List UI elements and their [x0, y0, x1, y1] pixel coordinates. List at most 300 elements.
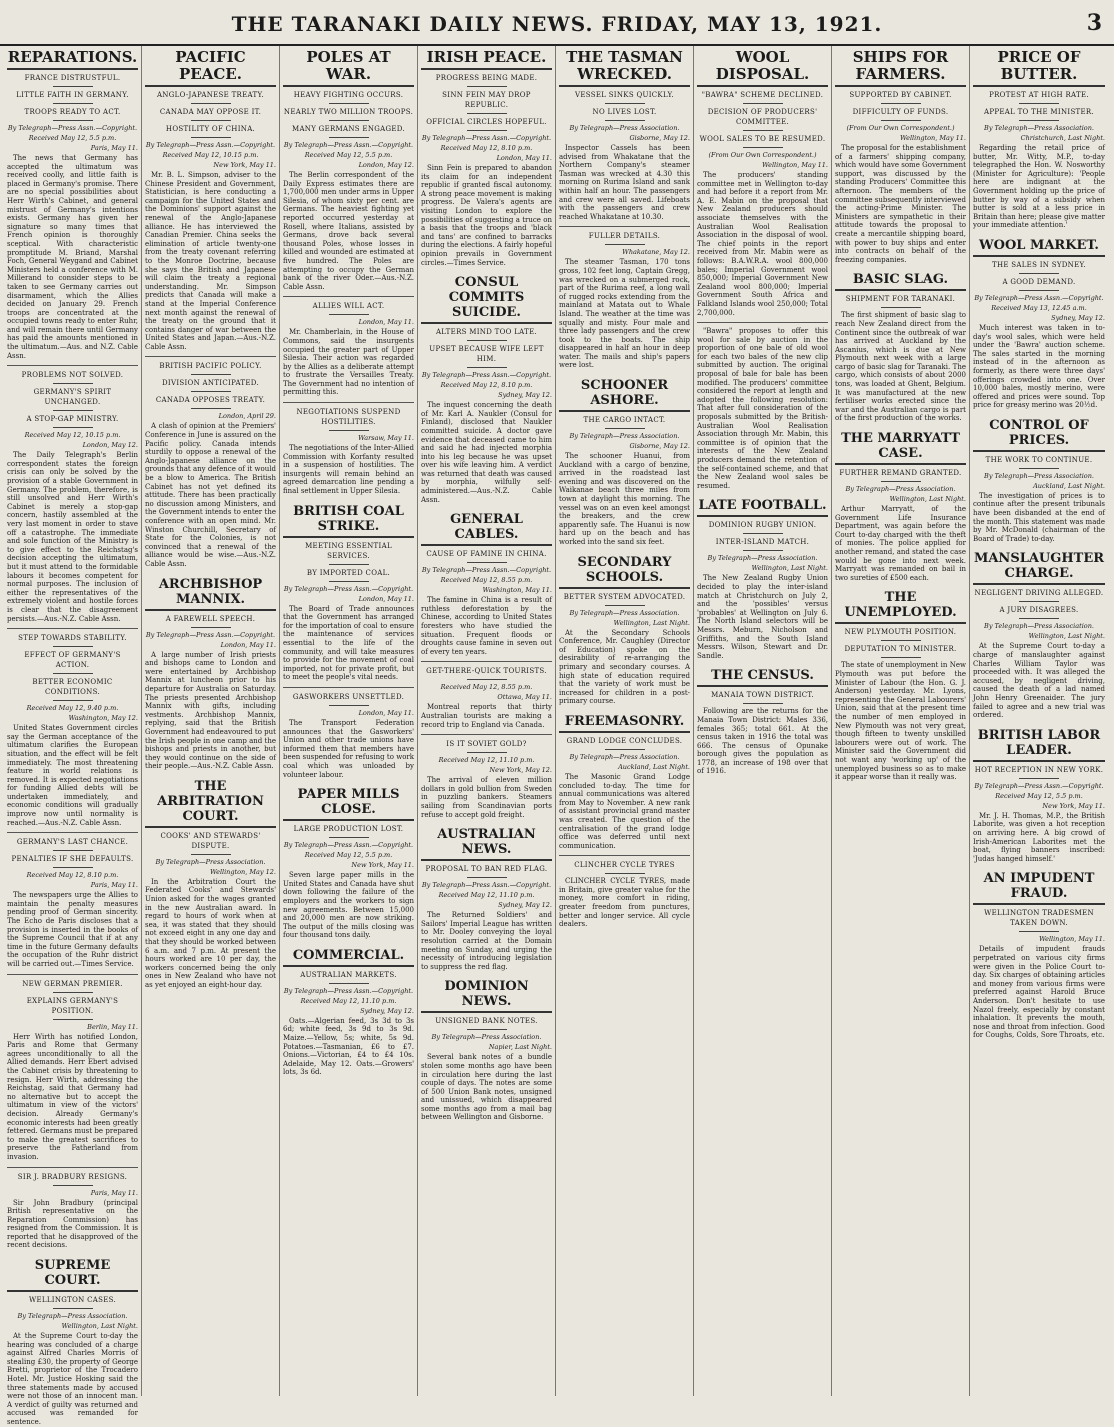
article-subheading: CANADA OPPOSES TREATY. — [155, 396, 266, 405]
article-body — [145, 171, 276, 351]
sub-rule — [53, 1308, 93, 1309]
article-subheading: NEGOTIATIONS SUSPEND HOSTILITIES. — [296, 408, 401, 427]
article-subheading: LARGE PRODUCTION LOST. — [293, 825, 404, 834]
article-headline: SCHOONER ASHORE. — [559, 375, 690, 412]
article-credit: By Telegraph—Press Assn.—Copyright. — [283, 584, 414, 593]
article-subheading: TROOPS READY TO ACT. — [24, 108, 121, 116]
sub-rule — [191, 627, 231, 628]
sub-rule — [881, 481, 921, 482]
article-received: Received May 12, 8.10 p.m. — [26, 871, 119, 880]
article-received: Received May 12, 8.10 p.m. — [440, 381, 533, 390]
sub-rule — [743, 550, 783, 551]
article-text: The proposal for the establishment of a farmers' shipping company, which would have some Government support, was discussed by the standing Producers' Committee this afternoon. The members of the committee subsequently interviewed the acting-Prime Minister. The Ministers are sympathetic in their attitude towards the proposal to create a mercantile shipping board, with power to buy ships and enter into contracts on behalf of the freezing companies. — [835, 144, 966, 264]
article-body — [835, 661, 966, 781]
article-dateline: Auckland, Last Night. — [618, 762, 690, 771]
article — [835, 587, 966, 781]
article-dateline: New York, May 11. — [213, 161, 276, 169]
article — [7, 974, 138, 1162]
article-body — [7, 891, 138, 968]
article-headline: BASIC SLAG. — [835, 269, 966, 291]
article-subheading: A STOP-GAP MINISTRY. — [26, 415, 119, 424]
article-body — [973, 144, 1105, 230]
article-headline: POLES AT WAR. — [283, 46, 414, 87]
article-credit: (From Our Own Correspondent.) — [846, 124, 955, 132]
article-credit: By Telegraph—Press Association. — [17, 1312, 128, 1321]
article-dateline: Sydney, May 12. — [498, 391, 552, 400]
article-body — [421, 164, 552, 267]
article-text: The steamer Tasman, 170 tons gross, 102 feet long, Captain Gregg, was wrecked on a submerged rock, part of the Rurima reef, a long wall of rugged rocks extending from the mainland at Matata out to Whale Island. The weather at the time was squally and misty. Four male and three lady passengers and the crew took to the boats. The ship disappeared in half an hour in deep water. The mails and ship's papers were lost. — [559, 258, 690, 370]
article-body — [421, 911, 552, 971]
article-dateline: London, May 11. — [220, 640, 276, 649]
article-dateline: Wellington, May 11. — [761, 161, 828, 169]
article-subheading: BRITISH PACIFIC POLICY. — [159, 362, 262, 371]
sub-rule — [881, 640, 921, 641]
article-subheading: A FAREWELL SPEECH. — [165, 614, 256, 623]
article-text: "Bawra" proposes to offer this wool for sale by auction in the proportion of one bale of old wool for each two bales of the new clip submitted by auction. The original proposal of bale for bale has been modified. The producers' committee considered the report at length and adopted the following resolution: That after full consideration of the proposals submitted by the British-Australian Wool Realisation Association through Mr. Mabin, this committee is of opinion that the interests of the New Zealand producers demand the retention of the self-contained scheme, and that the New Zealand wool sales be resumed. — [697, 327, 828, 490]
article-subheading: COOKS' AND STEWARDS' DISPUTE. — [160, 831, 261, 850]
article — [283, 46, 414, 291]
article-body — [283, 171, 414, 291]
article — [973, 548, 1105, 719]
article-credit: By Telegraph—Press Assn.—Copyright. — [974, 781, 1104, 790]
article — [7, 365, 138, 623]
article-subheading: NEGLIGENT DRIVING ALLEGED. — [974, 589, 1104, 598]
article-body — [283, 871, 414, 940]
article-dateline: Wellington, May 12. — [209, 867, 276, 876]
article — [973, 725, 1105, 864]
article-dateline: Paris, May 11. — [90, 881, 138, 890]
sub-rule — [191, 854, 231, 855]
article-text: Several bank notes of a bundle stolen some months ago have been in circulation here during the last couple of days. The notes are some of 500 Union Bank notes, unsigned and unissued, which disappeared some months ago from a mail bag between Wellington and Gisborne. — [421, 1053, 552, 1122]
article-headline: THE TASMAN WRECKED. — [559, 46, 690, 87]
article-dateline: Sydney, May 12. — [498, 901, 552, 910]
article-received: Received May 12, 5.5 p.m. — [304, 151, 393, 159]
article-headline: FREEMASONRY. — [559, 711, 690, 733]
article-text: The Daily Telegraph's Berlin correspondent states the foreign crisis can only be solved by the provision of a stable Government in Germany. The problem, therefore, is still unsolved and Herr Wirth's Cabinet is merely a stop-gap concern, hastily assembled at the very last moment in order to stave off a catastrophe. The immediate and sole function of the Ministry is to give effect to the Reichstag's decision accepting the ultimatum, but it must attend to the formidable labours it becomes competent for normal purposes. The inclusion of either the representatives of the extremely violent and hostile forces is clear that the disagreement persists.—Aus.-N.Z. Cable Assn. — [7, 451, 138, 623]
article-credit: By Telegraph—Press Assn.—Copyright. — [421, 134, 552, 142]
article-credit: By Telegraph—Press Association. — [569, 432, 680, 441]
article-separator — [283, 687, 414, 688]
article-received: Received May 12, 5.5 p.m. — [304, 851, 393, 860]
sub-rule — [605, 749, 645, 750]
article-subheading: PROTEST AT HIGH RATE. — [989, 91, 1089, 99]
article-headline: DOMINION NEWS. — [421, 976, 552, 1013]
article — [421, 509, 552, 656]
column-5 — [556, 46, 694, 1396]
article-body — [145, 651, 276, 771]
article-text: The state of unemployment in New Plymouth was put before the Minister of Labour (the Hon. G. J. Anderson) yesterday. Mr. Lyons, representing the General Labourers' Union, said that at the present time the number of men employed in New Plymouth was not very great, though fifteen to twenty unskilled labourers were out of work. The Minister said the Government did not want any 'working up' of the unemployed business so as to make it appear worse than it really was. — [835, 661, 966, 782]
article-subheading: GET-THERE-QUICK TOURISTS. — [426, 667, 547, 676]
article-subheading: WOOL SALES TO BE RESUMED. — [699, 135, 826, 143]
article-text: The Transport Federation announces that the Gasworkers' Union and other trade unions have informed them that members have been suspended for refusing to work coal which was unloaded by volunteer labour. — [283, 718, 414, 779]
sub-rule — [1019, 290, 1059, 291]
article-headline: IRISH PEACE. — [421, 46, 552, 70]
sub-rule — [53, 103, 93, 104]
article-subheading: VESSEL SINKS QUICKLY. — [575, 91, 674, 99]
article — [421, 46, 552, 267]
article-dateline: London, May 12. — [358, 161, 414, 169]
sub-rule — [53, 992, 93, 993]
article — [145, 46, 276, 351]
article-subheading: ALLIES WILL ACT. — [312, 302, 385, 311]
article-text: Much interest was taken in to-day's wool sales, which were held under the 'Bawra' auction scheme. The sales started in the morning instead of in the afternoon as formerly, as there were three days' offerings crowded into one. Over 10,000 bales, mostly merino, were offered and prices were sound. Top price for greasy merino was 20½d. — [973, 323, 1105, 410]
sub-rule — [53, 850, 93, 851]
article-credit: By Telegraph—Press Assn.—Copyright. — [283, 841, 414, 850]
article-subheading: BETTER ECONOMIC CONDITIONS. — [32, 678, 113, 697]
masthead-title: THE TARANAKI DAILY NEWS. FRIDAY, MAY 13, 1921. — [231, 12, 883, 36]
sub-rule — [191, 391, 231, 392]
article — [145, 356, 276, 568]
article-text: At the Supreme Court to-day a charge of manslaughter against Charles William Taylor was proceeded with. It was alleged the accused, by negligent driving, caused the death of a lad named John Henry Greenaider. The jury failed to agree and a new trial was ordered. — [973, 642, 1105, 720]
article — [421, 661, 552, 729]
article-subheading: SUPPORTED BY CABINET. — [849, 91, 952, 99]
sub-rule — [743, 533, 783, 534]
article-received: Received May 12, 10.15 p.m. — [24, 431, 121, 440]
article-headline: THE CENSUS. — [697, 665, 828, 687]
sub-rule — [329, 120, 369, 121]
article-dateline: Gisborne, May 12. — [629, 442, 690, 451]
article-subheading: DOMINION RUGBY UNION. — [708, 521, 817, 530]
sub-rule — [605, 428, 645, 429]
article-text: Mr. B. L. Simpson, adviser to the Chinese President and Government, Statistician, is here conducting a campaign for the United States and the Dominions' support against the renewal of the Anglo-Japanese alliance. He has interviewed the Canadian Premier. China seeks the elimination of article twenty-one from the treaty covenant referring to the Monroe Doctrine, because she says the British and Japanese will claim the treaty a regional understanding. Mr. Simpson predicts that Canada will make a stand at the Imperial Conference next month against the renewal of the treaty on the ground that it contains danger of war between the United States and Japan.—Aus.-N.Z. Cable Assn. — [145, 171, 276, 351]
article-body — [973, 945, 1105, 1040]
article-body — [7, 154, 138, 360]
sub-rule — [329, 314, 369, 315]
article-dateline: London, May 11. — [358, 708, 414, 717]
article-headline: BRITISH LABOR LEADER. — [973, 725, 1105, 762]
article-headline: GENERAL CABLES. — [421, 509, 552, 546]
article-text: The famine in China is a result of ruthless deforestation by the Chinese, according to United States foresters who have studied the situation. Frequent floods or droughts cause famine in seven out of every ten years. — [421, 596, 552, 656]
article-text: Regarding the retail price of butter, Mr. Witty, M.P., to-day telegraphed the Hon. W. Nosworthy (Minister for Agriculture): 'People here are indignant at the Government holding up the price of butter by way of a subsidy when butter is sold at a less price in Britain than here; please give matter your immediate attention.' — [973, 144, 1105, 230]
sub-rule — [881, 103, 921, 104]
article — [283, 501, 414, 682]
sub-rule — [191, 120, 231, 121]
article — [7, 832, 138, 968]
sub-rule — [53, 867, 93, 868]
sub-rule — [329, 564, 369, 565]
article-subheading: FRANCE DISTRUSTFUL. — [24, 74, 121, 82]
article-headline: WOOL DISPOSAL. — [697, 46, 828, 87]
article-subheading: DIVISION ANTICIPATED. — [162, 379, 259, 388]
article-separator — [559, 226, 690, 227]
article-text: Inspector Cassels has been advised from Whakatane that the Northern Company's steamer Tasman was wrecked at 4.30 this morning on Rurima Island and sank within half an hour. The passengers and crew were all saved. Lifeboats with the passengers and crew reached Whakatane at 10.30. — [559, 144, 690, 221]
article-received: Received May 12, 11.10 p.m. — [438, 756, 535, 765]
article-text: Montreal reports that thirty Australian tourists are making a record trip to England via Canada. — [421, 703, 552, 729]
sub-rule — [53, 673, 93, 674]
article-credit: By Telegraph—Press Assn.—Copyright. — [145, 630, 276, 639]
article-headline: SHIPS FOR FARMERS. — [835, 46, 966, 87]
article-subheading: THE SALES IN SYDNEY. — [991, 260, 1087, 269]
sub-rule — [53, 700, 93, 701]
article-subheading: "BAWRA" SCHEME DECLINED. — [701, 91, 824, 99]
article-text: Sir John Bradbury (principal British representative on the Reparation Commission) has resigned from the Commission. It is reported that he disapproved of the recent decisions. — [7, 1198, 138, 1250]
article-headline: WOOL MARKET. — [973, 235, 1105, 257]
article-subheading: SHIPMENT FOR TARANAKI. — [845, 295, 956, 304]
article-text: In the Arbitration Court the Federated Cooks' and Stewards' Union asked for the wages granted in the new Australian award. In regard to hours of work when at sea, it was stated that they should not exceed eight in any one day and that they should be worked between 6 a.m. and 7 p.m. At present the hours worked are 10 per day, the workers concerned being the only ones in New Zealand who have not as yet enjoyed an eight-hour day. — [145, 877, 276, 989]
article — [559, 46, 690, 221]
article-body — [145, 878, 276, 990]
article-body — [973, 492, 1105, 544]
article-received: Received May 12, 11.10 p.m. — [300, 996, 397, 1005]
article-body — [697, 171, 828, 317]
article — [145, 574, 276, 771]
article-subheading: ALTERS MIND TOO LATE. — [435, 328, 538, 337]
article-dateline: London, May 11. — [496, 154, 552, 162]
article-headline: AUSTRALIAN NEWS. — [421, 824, 552, 861]
article-body — [559, 773, 690, 850]
sub-rule — [53, 383, 93, 384]
article-headline: THE ARBITRATION COURT. — [145, 776, 276, 828]
sub-rule — [605, 605, 645, 606]
sub-rule — [605, 103, 645, 104]
sub-rule — [329, 837, 369, 838]
article-credit: By Telegraph—Press Association. — [155, 857, 266, 866]
article-credit: By Telegraph—Press Association. — [984, 471, 1094, 480]
sub-rule — [1019, 931, 1059, 932]
article — [421, 976, 552, 1122]
article-dateline: London, April 29. — [218, 412, 276, 421]
article — [973, 235, 1105, 410]
sub-rule — [191, 103, 231, 104]
article-credit: By Telegraph—Press Assn.—Copyright. — [421, 371, 552, 380]
column-3 — [280, 46, 418, 1396]
column-6 — [694, 46, 832, 1396]
article-subheading: GRAND LODGE CONCLUDES. — [566, 736, 683, 745]
article-separator — [421, 734, 552, 735]
article-text: The arrival of eleven million dollars in gold bullion from Sweden in puzzling bankers. Steamers sailing from Scandinavian ports refuse to accept gold freight. — [421, 776, 552, 819]
article — [697, 495, 828, 660]
article-received: Received May 12, 10.15 p.m. — [162, 151, 259, 159]
article-dateline: Washington, May 11. — [482, 586, 552, 595]
article-received: Received May 12, 8.55 p.m. — [440, 576, 533, 585]
sub-rule — [467, 1029, 507, 1030]
article-dateline: Ottawa, May 11. — [497, 693, 552, 702]
article-subheading: SINN FEIN MAY DROP REPUBLIC. — [442, 91, 531, 109]
article — [283, 784, 414, 940]
article — [145, 776, 276, 990]
article-dateline: Paris, May 11. — [90, 144, 138, 152]
article — [835, 46, 966, 264]
article-dateline: Wellington, Last Night. — [1028, 632, 1105, 641]
article-credit: By Telegraph—Press Assn.—Copyright. — [283, 141, 414, 149]
sub-rule — [467, 340, 507, 341]
article-text: United States Government circles say the German acceptance of the ultimatum clarifies the European situation, and the effect will be felt immediately. The most threatening feature in world relations is removed. It is expected negotiations for funding Allied debts will be undertaken immediately, and economic conditions will gradually improve now until normality is reached.—Aus.-N.Z. Cable Assn. — [7, 724, 138, 827]
article — [835, 269, 966, 423]
article-headline: PACIFIC PEACE. — [145, 46, 276, 87]
article-body — [7, 1199, 138, 1251]
article-body — [283, 444, 414, 496]
sub-rule — [467, 877, 507, 878]
sub-rule — [467, 752, 507, 753]
sub-rule — [329, 430, 369, 431]
sub-rule — [467, 113, 507, 114]
article-headline: THE MARRYATT CASE. — [835, 428, 966, 465]
sub-rule — [881, 120, 921, 121]
article-body — [421, 703, 552, 729]
article-body — [421, 596, 552, 656]
article-text: The news that Germany has accepted the ultimatum was received coolly, and little faith is placed in Germany's promise. There are no special possibilities about Herr Wirth's Cabinet, and general mistrust of Germany's intentions exists. Germany has given her signature so many times that French opinion is thoroughly sceptical. With characteristic promptitude M. Briand, Marshal Foch, General Weygand and Cabinet Ministers held a conference with M. Millerand to consider steps to be taken to see Germany carries out disarmament, which the Allies decided on January 29. French troops are concentrated at the occupied towns ready to enter Ruhr, and will remain there until Germany has paid the amounts mentioned in the ultimatum.—Aus. and N.Z. Cable Assn. — [7, 154, 138, 360]
sub-rule — [605, 873, 645, 874]
article-dateline: New York, May 12. — [489, 766, 552, 775]
sub-rule — [467, 86, 507, 87]
article-text: The schooner Huanui, from Auckland with a cargo of benzine, arrived in the roadstead last evening and was discovered on the Waikanae beach three miles from town at daylight this morning. The vessel was on an even keel amongst the breakers, and the crew apparently safe. The Huanui is now hard up on the beach and has worked into the sand six feet. — [559, 452, 690, 546]
article-received: Received May 12, 8.10 p.m. — [440, 144, 533, 152]
sub-rule — [191, 137, 231, 138]
article-headline: PAPER MILLS CLOSE. — [283, 784, 414, 821]
article-credit: By Telegraph—Press Association. — [569, 124, 680, 132]
article-credit: By Telegraph—Press Association. — [431, 1033, 542, 1042]
article-subheading: HEAVY FIGHTING OCCURS. — [293, 91, 404, 99]
article-dateline: Sydney, May 12. — [360, 1006, 414, 1015]
article-dateline: Berlin, May 11. — [87, 1022, 138, 1031]
article-subheading: FULLER DETAILS. — [588, 232, 661, 241]
article — [835, 428, 966, 582]
column-8 — [970, 46, 1108, 1396]
article-separator — [421, 661, 552, 662]
article-subheading: NEW PLYMOUTH POSITION. — [844, 628, 957, 637]
sub-rule — [329, 581, 369, 582]
article-body — [697, 327, 828, 490]
article-body — [973, 812, 1105, 864]
article-dateline: Christchurch, Last Night. — [1020, 134, 1105, 142]
article-dateline: Wellington, Last Night. — [751, 564, 828, 573]
article-subheading: FURTHER REMAND GRANTED. — [839, 469, 962, 478]
article-separator — [7, 832, 138, 833]
article-body — [283, 1017, 414, 1077]
article — [7, 628, 138, 827]
article-subheading: WELLINGTON CASES. — [28, 1296, 117, 1305]
article-dateline: London, May 12. — [82, 441, 138, 450]
article-received: Received May 13, 12.45 a.m. — [991, 303, 1087, 312]
sub-rule — [467, 130, 507, 131]
sub-rule — [605, 244, 645, 245]
article-body — [835, 505, 966, 582]
article-text: A clash of opinion at the Premiers' Conference in June is assured on the Pacific policy. Canada intends sturdily to oppose a renewal of the Anglo-Japanese alliance on the grounds that any defence of it would be a blow to America. The British Cabinet has not yet defined its attitude. There has been practically no discussion among Ministers, and the Government intends to enter the conference with an open mind. Mr. Winston Churchill, Secretary of State for the Colonies, is not convinced that a renewal of the alliance would be wise.—Aus.-N.Z. Cable Assn. — [145, 422, 276, 568]
sub-rule — [329, 137, 369, 138]
article-credit: By Telegraph—Press Assn.—Copyright. — [145, 141, 276, 149]
article-credit: By Telegraph—Press Assn.—Copyright. — [421, 881, 552, 890]
article-body — [559, 629, 690, 706]
article-separator — [559, 855, 690, 856]
article-subheading: UPSET BECAUSE WIFE LEFT HIM. — [429, 345, 544, 364]
article-subheading: OFFICIAL CIRCLES HOPEFUL. — [426, 118, 547, 126]
sub-rule — [53, 120, 93, 121]
article-headline: REPARATIONS. — [7, 46, 138, 70]
article-credit: By Telegraph—Press Assn.—Copyright. — [421, 566, 552, 575]
article-dateline: Wellington, May 11. — [1038, 935, 1105, 944]
article-body — [421, 776, 552, 819]
article — [559, 552, 690, 706]
page-number: 3 — [1086, 10, 1102, 36]
article-text: Mr. Chamberlain, in the House of Commons, said the insurgents occupied the greater part of Upper Silesia. Their action was regarded by the Allies as a deliberate attempt to frustrate the Versailles Treaty. The Government had no intention of permitting this. — [283, 328, 414, 397]
article-dateline: Gisborne, May 12. — [629, 134, 690, 142]
article-subheading: EXPLAINS GERMANY'S POSITION. — [26, 996, 119, 1015]
article-separator — [283, 402, 414, 403]
article-subheading: A GOOD DEMAND. — [1002, 277, 1076, 286]
sub-rule — [53, 86, 93, 87]
article — [559, 855, 690, 929]
article-body — [559, 452, 690, 547]
article-credit: By Telegraph—Press Association. — [707, 554, 818, 563]
sub-rule — [1019, 103, 1059, 104]
article-subheading: A JURY DISAGREES. — [999, 606, 1079, 615]
sub-rule — [1019, 120, 1059, 121]
article-text: At the Supreme Court to-day the hearing was concluded of a charge against Alfred Charles Morris of stealing £30, the property of George Bretti, proprietor of the Trocadero Hotel. Mr. Justice Hosking said the three statements made by accused were not those of an innocent man. A verdict of guilty was returned and accused was remanded for sentence. — [7, 1332, 138, 1426]
article-text: The first shipment of basic slag to reach New Zealand direct from the Continent since the outbreak of war has arrived at Auckland by the Ascanius, which is due at New Plymouth next week with a large cargo of basic slag for Taranaki. The cargo, which consists of about 2000 tons, was loaded at Ghent, Belgium. It was manufactured at the new fertiliser works erected since the war and the Australian cargo is part of the first production of the works. — [835, 311, 966, 423]
article-dateline: Warsaw, May 11. — [358, 434, 414, 443]
article-subheading: DEPUTATION TO MINISTER. — [844, 645, 957, 654]
sub-rule — [53, 1019, 93, 1020]
sub-rule — [743, 103, 783, 104]
article-text: Herr Wirth has notified London, Paris and Rome that Germany agrees unconditionally to all the Allied demands. Herr Ebert advised the Cabinet crisis by threatening to resign. Herr Wirth, addressing the Reichstag, said that Germany had no alternative but to accept the ultimatum in view of the victors' decision. Already Germany's economic interests had been greatly fettered. Germans must be prepared to make the greatest sacrifices to preserve the Fatherland from invasion. — [7, 1032, 138, 1161]
article-subheading: INTER-ISLAND MATCH. — [715, 538, 810, 547]
article-subheading: CAUSE OF FAMINE IN CHINA. — [426, 550, 547, 559]
article-subheading: NEARLY TWO MILLION TROOPS. — [283, 108, 414, 116]
article — [559, 711, 690, 850]
article-body — [835, 144, 966, 264]
sub-rule — [881, 657, 921, 658]
article — [973, 868, 1105, 1040]
article-subheading: BY IMPORTED COAL. — [306, 568, 391, 577]
article-dateline: Washington, May 12. — [68, 714, 138, 723]
article-dateline: Paris, May 11. — [90, 1188, 138, 1197]
article — [421, 734, 552, 819]
article-headline: COMMERCIAL. — [283, 945, 414, 967]
article — [697, 46, 828, 317]
article-dateline: New York, May 11. — [351, 861, 414, 870]
article-text: A large number of Irish priests and bishops came to London and were entertained by Archbishop Mannix at luncheon prior to his departure for Australia on Saturday. The priests presented Archbishop Mannix with gifts, including vestments. Archbishop Mannix, replying, said that the British Government had endeavoured to put the Irish people in one camp and the bishops and priests in another, but they would continue on the side of their people.—Aus.-N.Z. Cable Assn. — [145, 650, 276, 771]
article-dateline: Auckland, Last Night. — [1033, 481, 1105, 490]
article-headline: LATE FOOTBALL. — [697, 495, 828, 517]
sub-rule — [743, 147, 783, 148]
article-text: The Masonic Grand Lodge concluded to-day. The time for annual communications was altered from May to November. A new rank of assistant provincial grand master was created. The question of the centralisation of the grand lodge office was deferred until next communication. — [559, 772, 690, 850]
sub-rule — [605, 120, 645, 121]
article — [7, 1167, 138, 1251]
article-body — [283, 719, 414, 779]
article-dateline: Wellington, Last Night. — [613, 618, 690, 627]
sub-rule — [743, 703, 783, 704]
columns — [4, 46, 1110, 1426]
article-headline: CONSUL COMMITS SUICIDE. — [421, 272, 552, 324]
article-text: Mr. J. H. Thomas, M.P., the British Laborite, was given a hot reception on arriving here. A big crowd of Irish-American Laborites met the boat, flying banners inscribed: 'Judas hanged himself.' — [973, 811, 1105, 863]
article-received: Received May 12, 9.40 p.m. — [26, 704, 119, 713]
article-subheading: APPEAL TO THE MINISTER. — [983, 108, 1095, 116]
article-dateline: London, May 11. — [358, 318, 414, 327]
article-subheading: GASWORKERS UNSETTLED. — [292, 692, 405, 701]
article-text: Arthur Marryatt, of the Government Life Insurance Department, was again before the Court to-day charged with the theft of monies. The police applied for another remand, and stated the case would be gone into next week. Marryatt was remanded on bail in two sureties of £500 each. — [835, 505, 966, 582]
column-1 — [4, 46, 142, 1426]
article-headline: THE UNEMPLOYED. — [835, 587, 966, 624]
sub-rule — [1019, 618, 1059, 619]
sub-rule — [743, 130, 783, 131]
article-body — [559, 877, 690, 929]
article-body — [145, 422, 276, 568]
article — [421, 824, 552, 971]
article-headline: AN IMPUDENT FRAUD. — [973, 868, 1105, 905]
article-subheading: AUSTRALIAN MARKETS. — [300, 970, 397, 979]
article-text: The Returned Soldiers' and Sailors' Imperial League has written to Mr. Dooley conveying the loyal resolution carried at the Domain meeting on Sunday, and urging the necessity of introducing legislation to suppress the red flag. — [421, 911, 552, 971]
article-separator — [7, 628, 138, 629]
article-subheading: MEETING ESSENTIAL SERVICES. — [305, 541, 392, 560]
article-subheading: NO LIVES LOST. — [592, 108, 657, 116]
article-headline: PRICE OF BUTTER. — [973, 46, 1105, 87]
article — [559, 375, 690, 547]
article — [421, 272, 552, 504]
article-text: CLINCHER CYCLE TYRES, made in Britain, give greater value for the money, more comfort in riding, greater freedom from punctures, better and longer service. All cycle dealers. — [559, 877, 690, 929]
article-subheading: NEW GERMAN PREMIER. — [22, 979, 123, 988]
article-subheading: HOSTILITY OF CHINA. — [165, 125, 256, 133]
article-subheading: STEP TOWARDS STABILITY. — [18, 634, 127, 643]
